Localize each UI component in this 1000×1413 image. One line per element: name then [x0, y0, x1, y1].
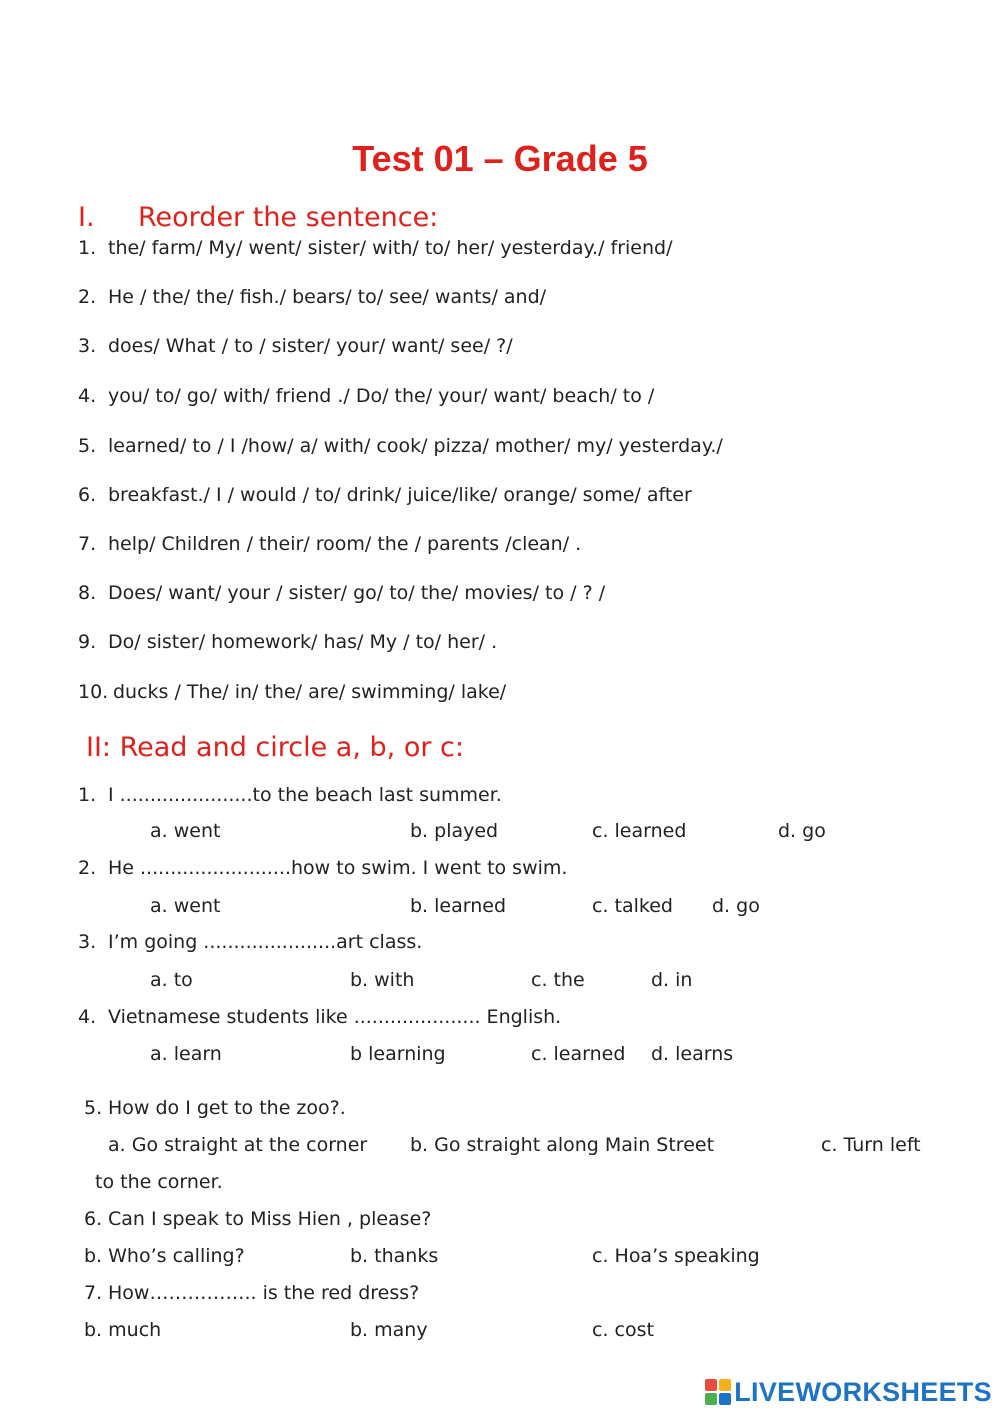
section-1-heading: Reorder the sentence:: [138, 202, 439, 233]
option-b-alt[interactable]: b. thanks: [350, 1245, 439, 1267]
list-item-text: you/ to/ go/ with/ friend ./ Do/ the/ your/ want/ beach/ to /: [108, 385, 655, 407]
option-b[interactable]: b. played: [410, 820, 499, 842]
list-item-text: Does/ want/ your / sister/ go/ to/ the/ movies/ to / ? /: [108, 582, 606, 604]
list-item-text: Do/ sister/ homework/ has/ My / to/ her/ .: [108, 631, 498, 653]
question-number: 3.: [78, 931, 97, 953]
section-1-numeral: I.: [78, 202, 95, 233]
option-a[interactable]: a. Go straight at the corner: [108, 1134, 368, 1156]
list-item: 2.: [78, 286, 97, 308]
option-b[interactable]: b. learned: [410, 895, 507, 917]
logo-blocks-icon: [705, 1379, 731, 1405]
option-c[interactable]: c. Turn left: [821, 1134, 921, 1156]
logo-text: LIVEWORKSHEETS: [734, 1376, 992, 1407]
page-title: Test 01 – Grade 5: [352, 138, 648, 179]
option-d[interactable]: d. go: [778, 820, 826, 842]
question-number: 2.: [78, 857, 97, 879]
option-c-continued[interactable]: to the corner.: [95, 1171, 223, 1193]
option-d[interactable]: d. in: [651, 969, 693, 991]
option-b[interactable]: b. much: [84, 1319, 162, 1341]
option-d[interactable]: d. learns: [651, 1043, 734, 1065]
option-c[interactable]: c. talked: [592, 895, 673, 917]
option-b[interactable]: b. Who’s calling?: [84, 1245, 245, 1267]
option-a[interactable]: a. went: [150, 895, 221, 917]
question-number: 6.: [84, 1208, 103, 1230]
option-b[interactable]: b. Go straight along Main Street: [410, 1134, 715, 1156]
list-item: 9.: [78, 631, 97, 653]
question-text: How…………….. is the red dress?: [108, 1282, 420, 1304]
liveworksheets-logo[interactable]: [705, 1377, 992, 1407]
question-number: 7.: [84, 1282, 103, 1304]
list-item-text: He / the/ the/ fish./ bears/ to/ see/ wants/ and/: [108, 286, 547, 308]
question-text: Can I speak to Miss Hien , please?: [108, 1208, 432, 1230]
list-item: 1.: [78, 237, 97, 259]
list-item: 3.: [78, 335, 97, 357]
list-item-text: learned/ to / I /how/ a/ with/ cook/ pizza/ mother/ my/ yesterday./: [108, 435, 723, 457]
question-number: 1.: [78, 784, 97, 806]
logo-block: [705, 1379, 717, 1391]
question-text: How do I get to the zoo?.: [108, 1097, 346, 1119]
question-number: 4.: [78, 1006, 97, 1028]
question-text: I ......................to the beach last summer.: [108, 784, 502, 806]
question-text: Vietnamese students like ..................... English.: [108, 1006, 562, 1028]
option-a[interactable]: a. learn: [150, 1043, 222, 1065]
option-a[interactable]: a. to: [150, 969, 193, 991]
list-item: 5.: [78, 435, 97, 457]
list-item-text: ducks / The/ in/ the/ are/ swimming/ lake/: [113, 681, 507, 703]
option-c[interactable]: c. learned: [592, 820, 687, 842]
list-item-text: breakfast./ I / would / to/ drink/ juice/like/ orange/ some/ after: [108, 484, 692, 506]
question-text: He .........................how to swim. I went to swim.: [108, 857, 568, 879]
list-item-text: the/ farm/ My/ went/ sister/ with/ to/ her/ yesterday./ friend/: [108, 237, 673, 259]
option-b[interactable]: b learning: [350, 1043, 446, 1065]
list-item: 8.: [78, 582, 97, 604]
option-b[interactable]: b. with: [350, 969, 415, 991]
question-text: I’m going ......................art class.: [108, 931, 423, 953]
logo-block: [719, 1393, 731, 1405]
option-a[interactable]: a. went: [150, 820, 221, 842]
option-b-alt[interactable]: b. many: [350, 1319, 428, 1341]
list-item: 7.: [78, 533, 97, 555]
option-c[interactable]: c. cost: [592, 1319, 654, 1341]
list-item: 10.: [78, 681, 109, 703]
option-c[interactable]: c. the: [531, 969, 585, 991]
list-item-text: help/ Children / their/ room/ the / parents /clean/ .: [108, 533, 582, 555]
list-item: 6.: [78, 484, 97, 506]
logo-block: [705, 1393, 717, 1405]
list-item: 4.: [78, 385, 97, 407]
option-c[interactable]: c. Hoa’s speaking: [592, 1245, 760, 1267]
list-item-text: does/ What / to / sister/ your/ want/ see/ ?/: [108, 335, 513, 357]
logo-block: [719, 1379, 731, 1391]
question-number: 5.: [84, 1097, 103, 1119]
option-c[interactable]: c. learned: [531, 1043, 626, 1065]
option-d[interactable]: d. go: [712, 895, 760, 917]
section-2-heading: II: Read and circle a, b, or c:: [86, 732, 464, 763]
